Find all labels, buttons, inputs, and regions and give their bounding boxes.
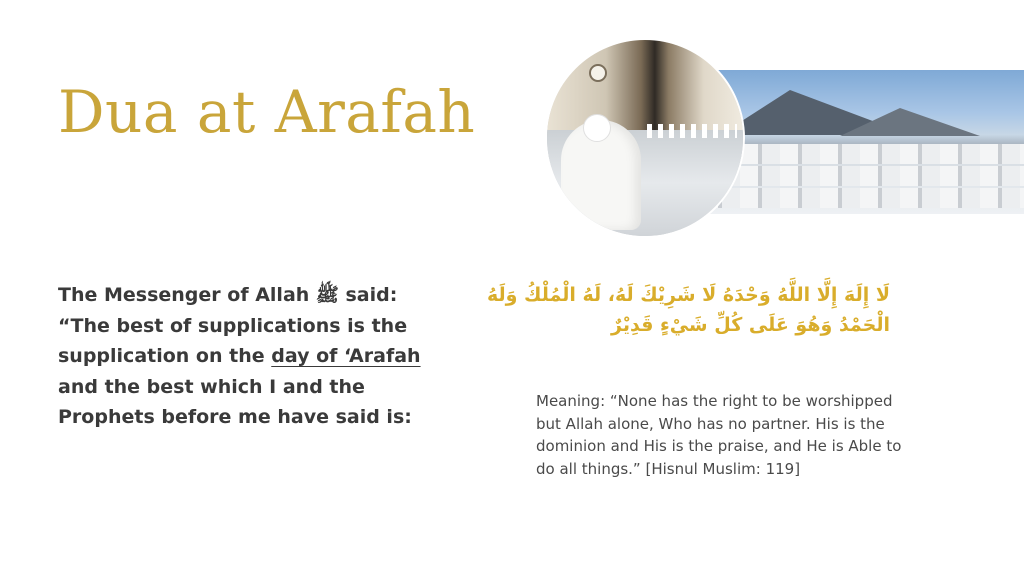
mountain-shape-secondary [840, 108, 980, 136]
page-title: Dua at Arafah [58, 78, 476, 146]
tent-row [700, 188, 1024, 208]
dua-meaning: Meaning: “None has the right to be worshipped but Allah alone, Who has no partner. His is the dominion and His is the praise, and He is Able to do all things.” [Hisnul Muslim: 119] [536, 392, 902, 478]
praying-man-photo [545, 38, 745, 238]
tent-row [700, 144, 1024, 164]
hadith-quote [58, 280, 428, 433]
mosque-building [547, 40, 743, 130]
quote-text-start: The Messenger of Allah ﷺ said: “The best of supplications is the supplication on the [58, 284, 408, 367]
arafah-tents-photo [700, 70, 1024, 214]
worshippers-group [647, 124, 737, 138]
arabic-dua: لَا إِلَهَ إِلَّا اللَّهُ وَحْدَهُ لَا شَرِيْكَ لَهُ، لَهُ الْمُلْكُ وَلَهُ الْحَمْدُ وَهُوَ عَلَى كُلِّ شَيْءٍ قَدِيْرٌ [486, 284, 890, 336]
quote-text-end: and the best which I and the Prophets before me have said is: [58, 375, 412, 428]
day-of-arafah-link[interactable]: day of ‘Arafah [271, 345, 421, 367]
praying-man-head [583, 114, 611, 142]
tent-row [700, 166, 1024, 186]
clock-icon [589, 64, 607, 82]
